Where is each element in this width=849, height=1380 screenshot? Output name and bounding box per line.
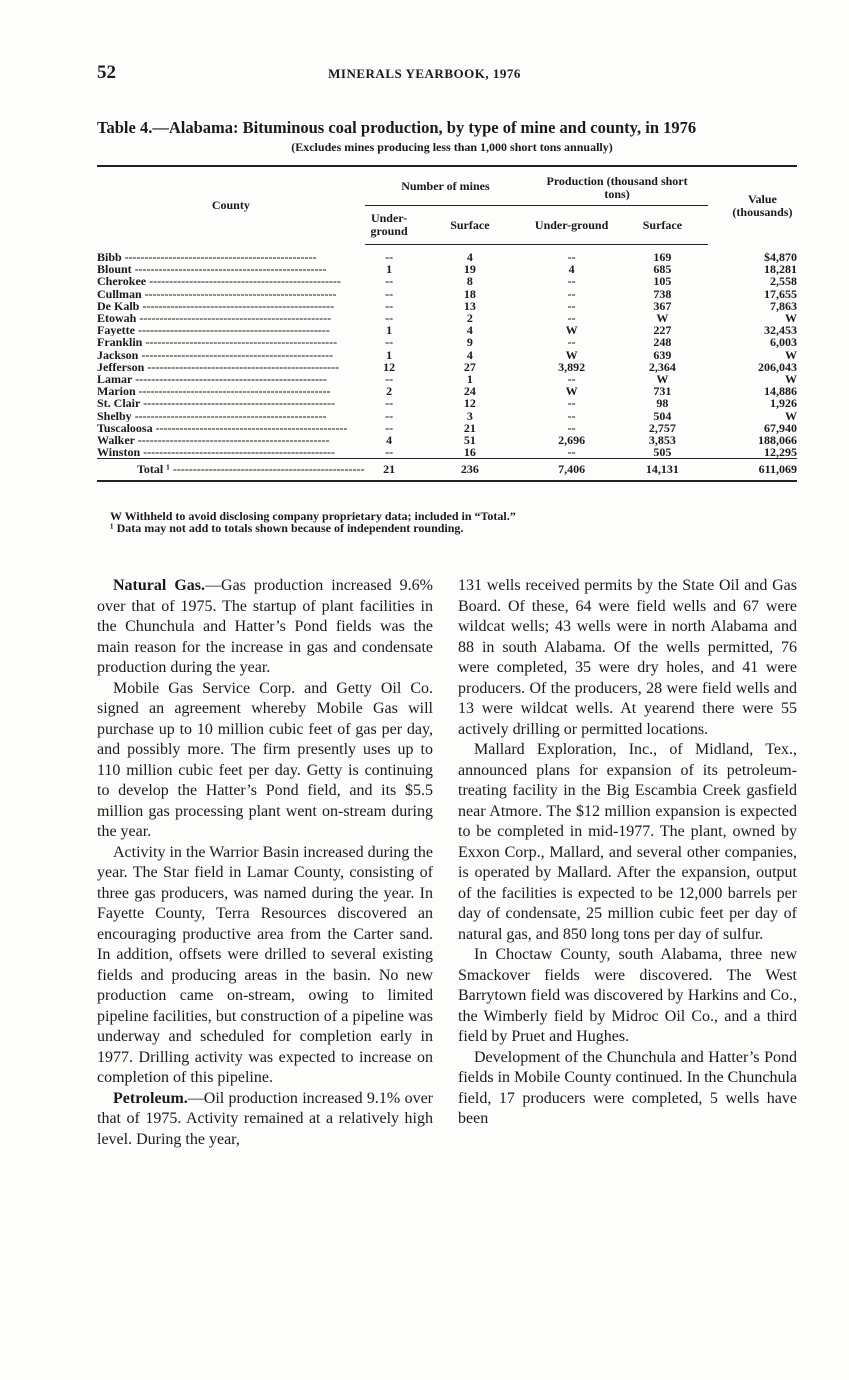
value-cell: -- xyxy=(385,274,394,289)
value-cell: 18 xyxy=(463,286,476,301)
value-cell: -- xyxy=(385,420,394,435)
value-cell: -- xyxy=(567,286,576,301)
value-cell: 1,926 xyxy=(770,396,797,411)
county-cell: Jackson ------------------------------------------------ xyxy=(97,348,334,361)
county-name: Winston xyxy=(97,446,141,459)
value-cell: -- xyxy=(385,298,394,313)
county-cell: Tuscaloosa ------------------------------------------------ xyxy=(97,421,348,435)
paragraph xyxy=(97,576,433,679)
value-cell: W xyxy=(785,311,797,326)
county-cell: Walker ------------------------------------------------ xyxy=(97,434,330,447)
value-cell: -- xyxy=(385,408,394,423)
value-cell: 611,069 xyxy=(708,459,797,481)
value-cell: 7,863 xyxy=(770,298,797,313)
county-cell: St. Clair ------------------------------------------------ xyxy=(97,397,335,410)
county-cell: Etowah ------------------------------------------------ xyxy=(97,312,332,325)
right-column xyxy=(458,576,797,1130)
table-row xyxy=(97,300,797,312)
value-cell: W xyxy=(565,384,578,399)
county-cell: Bibb ------------------------------------------------ xyxy=(97,249,317,264)
table-row xyxy=(97,385,797,397)
value-cell: 27 xyxy=(463,359,476,374)
value-cell: -- xyxy=(567,445,576,460)
value-cell: 2,558 xyxy=(770,274,797,289)
value-cell: -- xyxy=(567,335,576,350)
value-cell: 13 xyxy=(463,298,476,313)
table-row xyxy=(97,422,797,434)
value-cell: -- xyxy=(385,250,394,264)
value-cell: 639 xyxy=(653,347,672,362)
table-row xyxy=(97,434,797,446)
left-column xyxy=(97,576,433,1150)
value-cell: -- xyxy=(567,274,576,289)
value-cell: 16 xyxy=(463,445,476,460)
header-value: Value (thousands) xyxy=(708,166,797,245)
table-row xyxy=(97,324,797,336)
county-name: Shelby xyxy=(97,409,132,422)
county-name: Fayette xyxy=(97,324,135,337)
county-name: Cherokee xyxy=(97,275,147,288)
section-heading-natural-gas: Natural Gas. xyxy=(113,577,206,594)
table-row xyxy=(97,410,797,422)
footnote-w: W Withheld to avoid disclosing company proprietary data; included in “Total.” xyxy=(110,509,516,523)
value-cell: W xyxy=(785,347,797,362)
county-name: Bibb xyxy=(97,249,122,264)
table-row xyxy=(97,336,797,348)
coal-production-table xyxy=(97,165,797,482)
value-cell: -- xyxy=(385,311,394,326)
section-heading-petroleum: Petroleum. xyxy=(113,1089,188,1107)
value-cell: 24 xyxy=(463,384,476,399)
value-cell: 21 xyxy=(463,420,476,435)
value-cell: -- xyxy=(567,250,576,264)
value-cell: 7,406 xyxy=(526,459,617,481)
value-cell: 17,655 xyxy=(764,286,797,301)
value-cell: 67,940 xyxy=(764,420,797,435)
value-cell: 248 xyxy=(653,335,672,350)
paragraph: Activity in the Warrior Basin increased during the year. The Star field in Lamar County, consisting of three gas producers, was named during the year. In Fayette County, Terra Resources discovered an encouraging productive area from the Carter sand. In addition, offsets were drilled to several existing fields and producing areas in the basin. No new production came on-stream, owing to limited pipeline facilities, but construction of a pipeline was underway and scheduled for completion early in 1977. Drilling activity was expected to increase on completion of this pipeline. xyxy=(97,843,433,1086)
header-county: County xyxy=(97,166,365,245)
value-cell: -- xyxy=(385,372,394,387)
value-cell: 2 xyxy=(466,311,473,326)
paragraph: Mallard Exploration, Inc., of Midland, Tex., announced plans for expansion of its petroleum-treating facility in the Big Escambia Creek gasfield near Atmore. The $12 million expansion is expected to be completed in mid-1977. The plant, owned by Exxon Corp., Mallard, and several other companies, is operated by Mallard. After the expansion, output of the facilities is expected to be 12,000 barrels per day of condensate, 25 million cubic feet per day of natural gas, and 850 long tons per day of sulfur. xyxy=(458,741,797,943)
county-cell: Winston ------------------------------------------------ xyxy=(97,446,335,459)
value-cell: W xyxy=(656,372,669,387)
header-prod-underground: Under-ground xyxy=(526,206,617,245)
value-cell: 4 xyxy=(568,262,575,277)
county-cell: Fayette ------------------------------------------------ xyxy=(97,324,330,337)
value-cell: -- xyxy=(567,372,576,387)
value-cell: -- xyxy=(385,445,394,460)
value-cell: 98 xyxy=(656,396,669,411)
value-cell: 188,066 xyxy=(758,433,797,448)
value-cell: 4 xyxy=(466,323,473,338)
table-row xyxy=(97,349,797,361)
table-row xyxy=(97,245,797,264)
county-name: Marion xyxy=(97,385,136,398)
value-cell: 731 xyxy=(653,384,672,399)
value-cell: 227 xyxy=(653,323,672,338)
value-cell: 2,696 xyxy=(558,433,586,448)
table-row xyxy=(97,263,797,275)
value-cell: -- xyxy=(567,396,576,411)
value-cell: -- xyxy=(567,298,576,313)
value-cell: W xyxy=(656,311,669,326)
value-cell: 504 xyxy=(653,408,672,423)
paragraph: 131 wells received permits by the State Oil and Gas Board. Of these, 64 were field wells and 67 were wildcat wells; 43 wells were in north Alabama and 88 in south Alabama. Of the wells permitted, 76 were completed, 35 were dry holes, and 41 were producers. Of the producers, 28 were field wells and 13 were wildcat wells. At yearend there were 55 actively drilling or permitted locations. xyxy=(458,577,797,738)
value-cell: 505 xyxy=(653,445,672,460)
value-cell: 2,364 xyxy=(648,359,676,374)
table-subtitle: (Excludes mines producing less than 1,000 short tons annually) xyxy=(291,140,613,154)
value-cell: 6,003 xyxy=(770,335,797,350)
table-row xyxy=(97,275,797,287)
value-cell: 738 xyxy=(653,286,672,301)
county-cell: Shelby ------------------------------------------------ xyxy=(97,409,327,422)
county-name: Etowah xyxy=(97,312,137,325)
footnote-1: ¹ Data may not add to totals shown because of independent rounding. xyxy=(110,521,464,535)
paragraph: Development of the Chunchula and Hatter’s Pond fields in Mobile County continued. In the Chunchula field, 17 producers were completed, 5 wells have been xyxy=(458,1048,797,1127)
value-cell: 169 xyxy=(653,250,672,264)
table-title: Table 4.—Alabama: Bituminous coal production, by type of mine and county, in 1976 xyxy=(97,118,697,137)
value-cell: 12 xyxy=(463,396,476,411)
value-cell: 12 xyxy=(383,359,396,374)
value-cell: 21 xyxy=(365,459,414,481)
header-mines-surface: Surface xyxy=(414,206,527,245)
value-cell: -- xyxy=(385,335,394,350)
value-cell: 2,757 xyxy=(648,420,676,435)
running-head: MINERALS YEARBOOK, 1976 xyxy=(328,66,521,81)
county-name: Jefferson xyxy=(97,360,145,374)
county-cell: Total ¹ ------------------------------------------------ xyxy=(97,459,365,481)
table-row xyxy=(97,361,797,373)
county-name: St. Clair xyxy=(97,397,141,410)
paragraph-text: —Oil production increased 9.1% over that of 1975. Activity remained at a relatively high level. During the year, xyxy=(97,1089,433,1148)
value-cell: 19 xyxy=(463,262,476,277)
county-cell: Lamar ------------------------------------------------ xyxy=(97,373,327,386)
value-cell: 367 xyxy=(653,298,672,313)
value-cell: 14,886 xyxy=(764,384,797,399)
value-cell: 4 xyxy=(386,433,393,448)
paragraph: Mobile Gas Service Corp. and Getty Oil Co. signed an agreement whereby Mobile Gas will purchase up to 10 million cubic feet of gas per day, and possibly more. The firm presently uses up to 110 million cubic feet per day. Getty is continuing to develop the Hatter’s Pond field, and its $5.5 million gas processing plant went on-stream during the year. xyxy=(97,679,433,840)
county-cell: Cherokee ------------------------------------------------ xyxy=(97,275,341,288)
value-cell: 3,853 xyxy=(648,433,676,448)
value-cell: W xyxy=(785,372,797,387)
value-cell: 1 xyxy=(466,372,473,387)
paragraph xyxy=(97,1089,433,1151)
table-footnotes xyxy=(110,510,516,534)
value-cell: 51 xyxy=(463,433,476,448)
county-cell: De Kalb ------------------------------------------------ xyxy=(97,299,335,313)
header-mines-underground: Under-ground xyxy=(365,206,414,245)
value-cell: 3,892 xyxy=(558,359,586,374)
value-cell: 685 xyxy=(653,262,672,277)
county-cell: Marion ------------------------------------------------ xyxy=(97,385,331,398)
county-name: Blount xyxy=(97,263,132,276)
value-cell: 18,281 xyxy=(764,262,797,277)
value-cell: $4,870 xyxy=(764,249,797,264)
value-cell: 4 xyxy=(466,347,473,362)
value-cell: 4 xyxy=(466,250,473,264)
value-cell: 14,131 xyxy=(617,459,708,481)
county-name: Cullman xyxy=(97,287,142,300)
value-cell: -- xyxy=(567,420,576,435)
county-name: Total ¹ xyxy=(137,462,170,477)
header-number-of-mines: Number of mines xyxy=(365,166,527,206)
value-cell: W xyxy=(785,408,797,423)
value-cell: 12,295 xyxy=(764,445,797,460)
value-cell: 9 xyxy=(466,335,473,350)
county-cell: Blount ------------------------------------------------ xyxy=(97,263,327,276)
county-name: De Kalb xyxy=(97,299,140,313)
value-cell: 206,043 xyxy=(758,359,797,374)
table-row xyxy=(97,373,797,385)
table-total-row xyxy=(97,459,797,481)
county-name: Lamar xyxy=(97,373,133,386)
value-cell: 1 xyxy=(386,323,393,338)
county-name: Tuscaloosa xyxy=(97,421,153,435)
value-cell: -- xyxy=(385,396,394,411)
value-cell: 1 xyxy=(386,262,393,277)
value-cell: 8 xyxy=(466,274,473,289)
county-cell: Jefferson ------------------------------------------------ xyxy=(97,360,340,374)
header-prod-surface: Surface xyxy=(617,206,708,245)
county-name: Franklin xyxy=(97,336,143,349)
county-cell: Cullman ------------------------------------------------ xyxy=(97,287,337,300)
table-row xyxy=(97,397,797,409)
value-cell: 236 xyxy=(414,459,527,481)
page-number: 52 xyxy=(97,62,116,83)
value-cell: 32,453 xyxy=(764,323,797,338)
value-cell: -- xyxy=(567,408,576,423)
value-cell: 3 xyxy=(466,408,473,423)
value-cell: W xyxy=(565,323,578,338)
table-row xyxy=(97,288,797,300)
header-production: Production (thousand short tons) xyxy=(526,166,708,206)
table-row xyxy=(97,446,797,459)
value-cell: -- xyxy=(567,311,576,326)
county-name: Jackson xyxy=(97,348,139,361)
paragraph-text: —Gas production increased 9.6% over that of 1975. The startup of plant facilities in the Chunchula and Hatter’s Pond fields was the main reason for the increase in gas and condensate production during the year. xyxy=(97,577,433,676)
value-cell: W xyxy=(565,347,578,362)
value-cell: 1 xyxy=(386,347,393,362)
value-cell: 2 xyxy=(386,384,393,399)
table-row xyxy=(97,312,797,324)
value-cell: -- xyxy=(385,286,394,301)
county-cell: Franklin ------------------------------------------------ xyxy=(97,336,338,349)
value-cell: 105 xyxy=(653,274,672,289)
paragraph: In Choctaw County, south Alabama, three new Smackover fields were discovered. The West Barrytown field was discovered by Harkins and Co., the Wimberly field by Midroc Oil Co., and a third field by Pruet and Hughes. xyxy=(458,946,797,1045)
county-name: Walker xyxy=(97,434,135,447)
